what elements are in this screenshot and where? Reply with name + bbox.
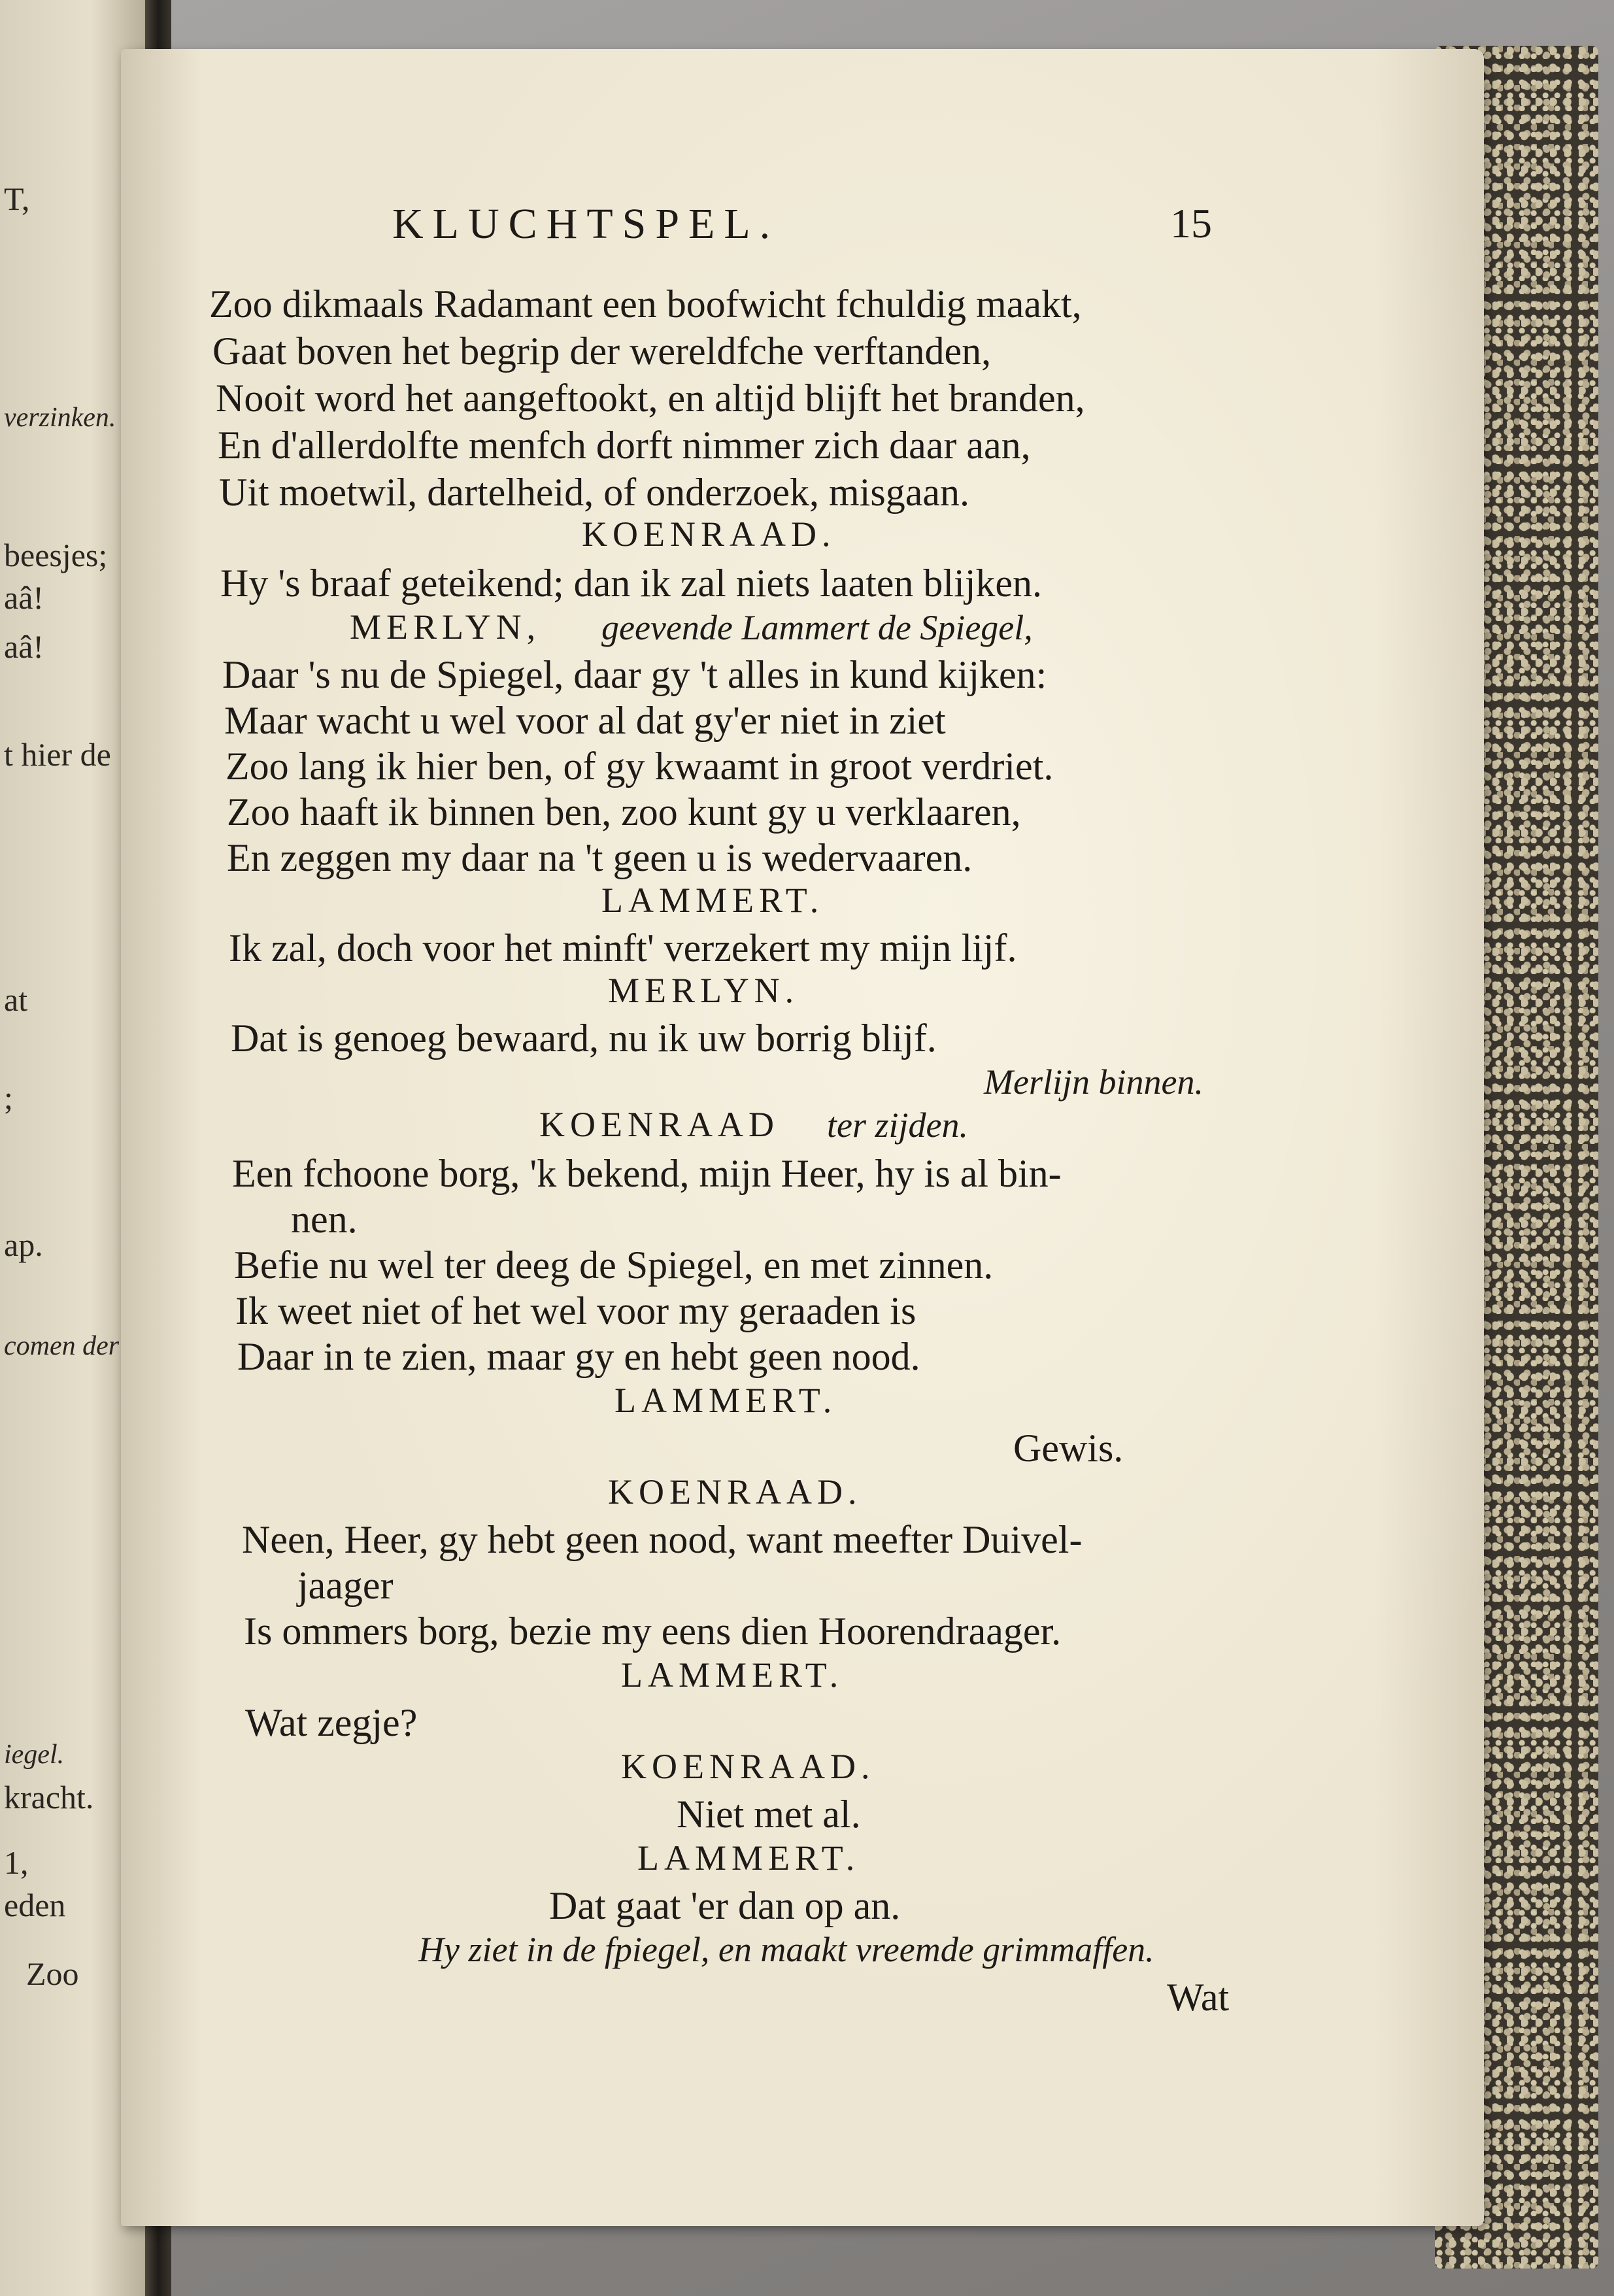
left-page-fragment: kracht. xyxy=(4,1779,94,1815)
speaker-name: KOENRAAD. xyxy=(582,515,836,554)
speaker-name: MERLYN. xyxy=(608,971,799,1010)
verse-line: Daar in te zien, maar gy en hebt geen nood. xyxy=(237,1335,920,1378)
verse-line: Befie nu wel ter deeg de Spiegel, en met zinnen. xyxy=(234,1243,994,1287)
book-page xyxy=(121,49,1484,2226)
verse-line: Zoo lang ik hier ben, of gy kwaamt in groot verdriet. xyxy=(226,745,1054,788)
verse-line: Nooit word het aangeftookt, en altijd blijft het branden, xyxy=(216,377,1085,420)
verse-line: Zoo haaft ik binnen ben, zoo kunt gy u verklaaren, xyxy=(227,790,1021,834)
left-page-fragment: eden xyxy=(4,1887,66,1923)
verse-line: Wat zegje? xyxy=(245,1701,418,1744)
speaker-name: LAMMERT. xyxy=(621,1655,844,1695)
verse-line: Dat is genoeg bewaard, nu ik uw borrig blijf. xyxy=(231,1017,937,1060)
left-page-fragment: ; xyxy=(4,1079,13,1116)
verse-line: Maar wacht u wel voor al dat gy'er niet in ziet xyxy=(224,699,946,742)
speaker-name: KOENRAAD. xyxy=(621,1747,875,1786)
verse-line: Gewis. xyxy=(1013,1427,1124,1470)
left-page-fragment: 1, xyxy=(4,1844,29,1881)
verse-line: Gaat boven het begrip der wereldfche verftanden, xyxy=(212,329,992,373)
stage-direction: Merlijn binnen. xyxy=(984,1062,1203,1102)
catchword: Wat xyxy=(1167,1976,1230,2019)
speaker-name: KOENRAAD xyxy=(539,1105,779,1144)
verse-line: En zeggen my daar na 't geen u is wedervaaren. xyxy=(227,836,973,879)
speaker-name: KOENRAAD. xyxy=(608,1472,862,1511)
left-page-fragment: iegel. xyxy=(4,1740,65,1770)
verse-line: nen. xyxy=(291,1198,358,1241)
running-header: KLUCHTSPEL. xyxy=(392,200,780,248)
verse-line: Dat gaat 'er dan op an. xyxy=(549,1884,901,1927)
verse-line: Ik weet niet of het wel voor my geraaden is xyxy=(235,1289,916,1332)
verse-line: Ik zal, doch voor het minft' verzekert my mijn lijf. xyxy=(229,926,1017,970)
verse-line: Hy 's braaf geteikend; dan ik zal niets laaten blijken. xyxy=(220,562,1043,605)
speaker-name: MERLYN, xyxy=(350,607,541,647)
left-page-fragment: at xyxy=(4,981,28,1018)
page-number: 15 xyxy=(1170,200,1212,246)
speaker-name: LAMMERT. xyxy=(637,1838,860,1878)
stage-direction: ter zijden. xyxy=(827,1106,968,1145)
left-page-fragment: aâ! xyxy=(4,579,44,616)
left-page-fragment: verzinken. xyxy=(4,403,116,433)
verse-line: Daar 's nu de Spiegel, daar gy 't alles in kund kijken: xyxy=(222,653,1047,696)
left-page-fragment: aâ! xyxy=(4,628,44,665)
verse-line: Niet met al. xyxy=(677,1793,861,1836)
verse-line: Is ommers borg, bezie my eens dien Hoorendraager. xyxy=(244,1610,1062,1653)
stage-direction: Hy ziet in de fpiegel, en maakt vreemde grimmaffen. xyxy=(418,1930,1154,1969)
left-page-fragment: Zoo xyxy=(26,1955,79,1992)
left-page-fragment: comen der xyxy=(4,1331,120,1361)
verse-line: Zoo dikmaals Radamant een boofwicht fchuldig maakt, xyxy=(209,282,1082,326)
left-page-fragment: ap. xyxy=(4,1226,43,1263)
verse-line: En d'allerdolfte menfch dorft nimmer zich daar aan, xyxy=(218,424,1031,467)
verse-line: Uit moetwil, dartelheid, of onderzoek, misgaan. xyxy=(219,471,969,514)
verse-line: jaager xyxy=(297,1564,394,1607)
verse-line: Neen, Heer, gy hebt geen nood, want meefter Duivel- xyxy=(242,1518,1083,1561)
speaker-name: LAMMERT. xyxy=(601,881,824,920)
stage-direction: geevende Lammert de Spiegel, xyxy=(601,608,1033,647)
verse-line: Een fchoone borg, 'k bekend, mijn Heer, hy is al bin- xyxy=(232,1152,1062,1195)
left-page-fragment: T, xyxy=(4,180,30,217)
left-page-fragment: beesjes; xyxy=(4,537,108,573)
speaker-name: LAMMERT. xyxy=(614,1381,837,1420)
left-page-fragment: t hier de xyxy=(4,736,111,773)
